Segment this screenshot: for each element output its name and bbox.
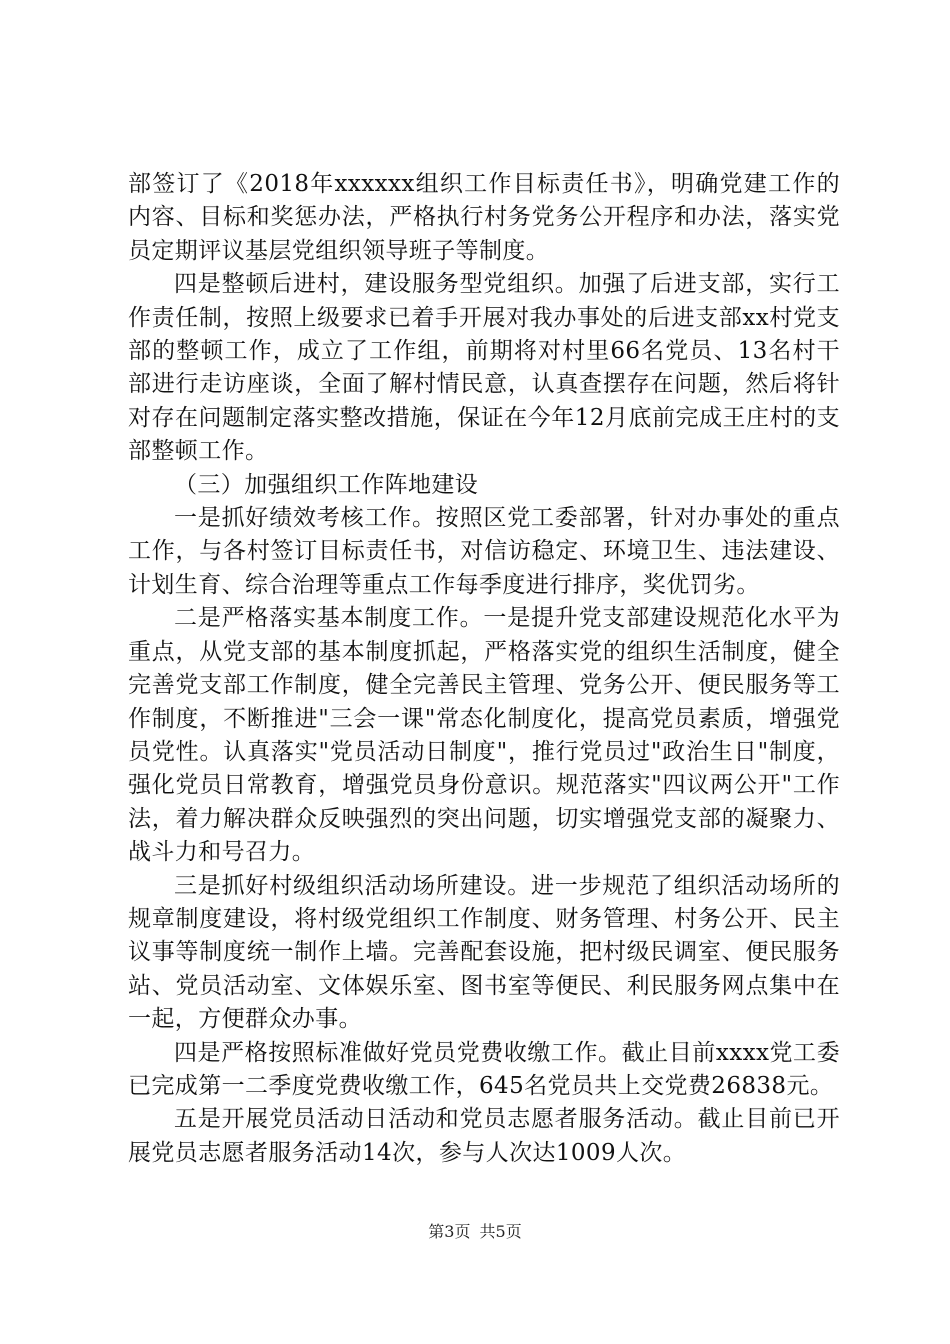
paragraph-volunteer-activities: 五是开展党员活动日活动和党员志愿者服务活动。截止目前已开展党员志愿者服务活动14次，参与人次达1009人次。 <box>128 1106 840 1166</box>
paragraph-performance-review: 一是抓好绩效考核工作。按照区党工委部署，针对办事处的重点工作，与各村签订目标责任书，对信访稳定、环境卫生、违法建设、计划生育、综合治理等重点工作每季度进行排序，奖优罚劣。 <box>128 505 840 598</box>
paragraph-activity-venues: 三是抓好村级组织活动场所建设。进一步规范了组织活动场所的规章制度建设，将村级党组织工作制度、财务管理、村务公开、民主议事等制度统一制作上墙。完善配套设施，把村级民调室、便民服务站、党员活动室、文体娱乐室、图书室等便民、利民服务网点集中在一起，方便群众办事。 <box>128 872 840 1033</box>
page-footer <box>0 1219 950 1242</box>
paragraph-rectify-villages: 四是整顿后进村，建设服务型党组织。加强了后进支部，实行工作责任制，按照上级要求已着手开展对我办事处的后进支部xx村党支部的整顿工作，成立了工作组，前期将对村里66名党员、13名村干部进行走访座谈，全面了解村情民意，认真查摆存在问题，然后将针对存在问题制定落实整改措施，保证在今年12月底前完成王庄村的支部整顿工作。 <box>128 271 840 465</box>
page-total: 共5页 <box>479 1222 522 1241</box>
document-body <box>128 168 840 1170</box>
paragraph-basic-systems: 二是严格落实基本制度工作。一是提升党支部建设规范化水平为重点，从党支部的基本制度抓起，严格落实党的组织生活制度，健全完善党支部工作制度，健全完善民主管理、党务公开、便民服务等工作制度，不断推进"三会一课"常态化制度化，提高党员素质，增强党员党性。认真落实"党员活动日制度"，推行党员过"政治生日"制度，强化党员日常教育，增强党员身份意识。规范落实"四议两公开"工作法，着力解决群众反映强烈的突出问题，切实增强党支部的凝聚力、战斗力和号召力。 <box>128 605 840 866</box>
section-heading: （三）加强组织工作阵地建设 <box>174 471 479 498</box>
paragraph-continuation: 部签订了《2018年xxxxxx组织工作目标责任书》，明确党建工作的内容、目标和奖惩办法，严格执行村务党务公开程序和办法，落实党员定期评议基层党组织领导班子等制度。 <box>128 171 840 264</box>
page-number: 第3页 <box>428 1222 471 1241</box>
paragraph-party-dues: 四是严格按照标准做好党员党费收缴工作。截止目前xxxx党工委已完成第一二季度党费收缴工作，645名党员共上交党费26838元。 <box>128 1039 840 1099</box>
